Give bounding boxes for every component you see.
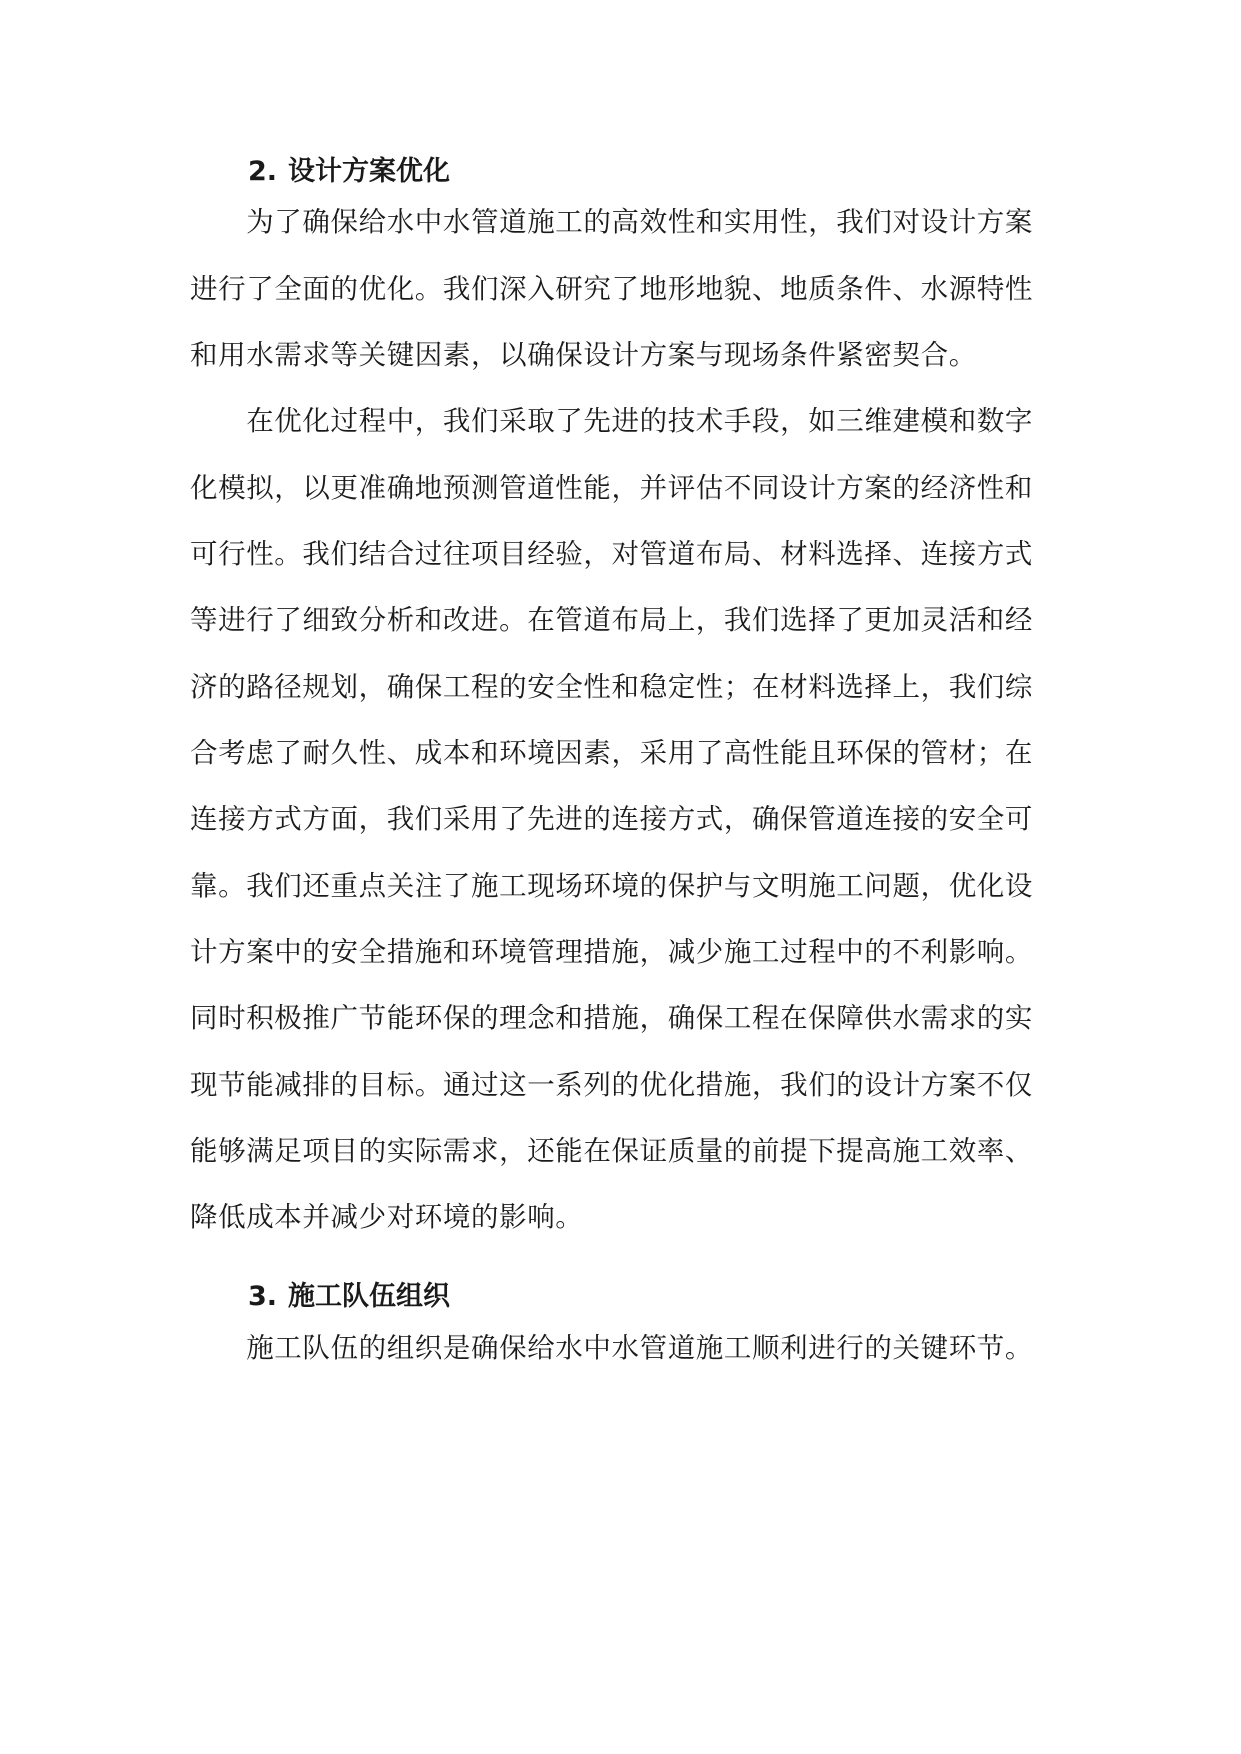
paragraph-line: 和用水需求等关键因素，以确保设计方案与现场条件紧密契合。 — [190, 339, 977, 371]
paragraph-line: 等进行了细致分析和改进。在管道布局上，我们选择了更加灵活和经 — [190, 604, 1033, 636]
paragraph-line: 济的路径规划，确保工程的安全性和稳定性；在材料选择上，我们综 — [190, 671, 1033, 703]
paragraph-line: 施工队伍的组织是确保给水中水管道施工顺利进行的关键环节。 — [190, 1332, 1033, 1364]
paragraph-line: 进行了全面的优化。我们深入研究了地形地貌、地质条件、水源特性 — [190, 273, 1033, 305]
paragraph-line: 为了确保给水中水管道施工的高效性和实用性，我们对设计方案 — [190, 206, 1033, 238]
paragraph-line: 降低成本并减少对环境的影响。 — [190, 1201, 584, 1233]
paragraph-line: 现节能减排的目标。通过这一系列的优化措施，我们的设计方案不仅 — [190, 1069, 1033, 1101]
section-heading — [248, 1280, 450, 1314]
section-title: 设计方案优化 — [288, 156, 450, 187]
paragraph-line: 连接方式方面，我们采用了先进的连接方式，确保管道连接的安全可 — [190, 803, 1033, 835]
section-title: 施工队伍组织 — [288, 1281, 450, 1312]
paragraph-line: 化模拟，以更准确地预测管道性能，并评估不同设计方案的经济性和 — [190, 472, 1033, 504]
section-number: 3. — [248, 1281, 278, 1312]
paragraph-line: 靠。我们还重点关注了施工现场环境的保护与文明施工问题，优化设 — [190, 870, 1033, 902]
paragraph-line: 同时积极推广节能环保的理念和措施，确保工程在保障供水需求的实 — [190, 1002, 1033, 1034]
section-number: 2. — [248, 156, 278, 187]
paragraph-line: 计方案中的安全措施和环境管理措施，减少施工过程中的不利影响。 — [190, 936, 1033, 968]
paragraph-line: 合考虑了耐久性、成本和环境因素，采用了高性能且环保的管材；在 — [190, 737, 1033, 769]
paragraph-line: 能够满足项目的实际需求，还能在保证质量的前提下提高施工效率、 — [190, 1135, 1033, 1167]
section-heading — [248, 155, 450, 189]
paragraph-line: 可行性。我们结合过往项目经验，对管道布局、材料选择、连接方式 — [190, 538, 1033, 570]
paragraph-line: 在优化过程中，我们采取了先进的技术手段，如三维建模和数字 — [190, 405, 1033, 437]
